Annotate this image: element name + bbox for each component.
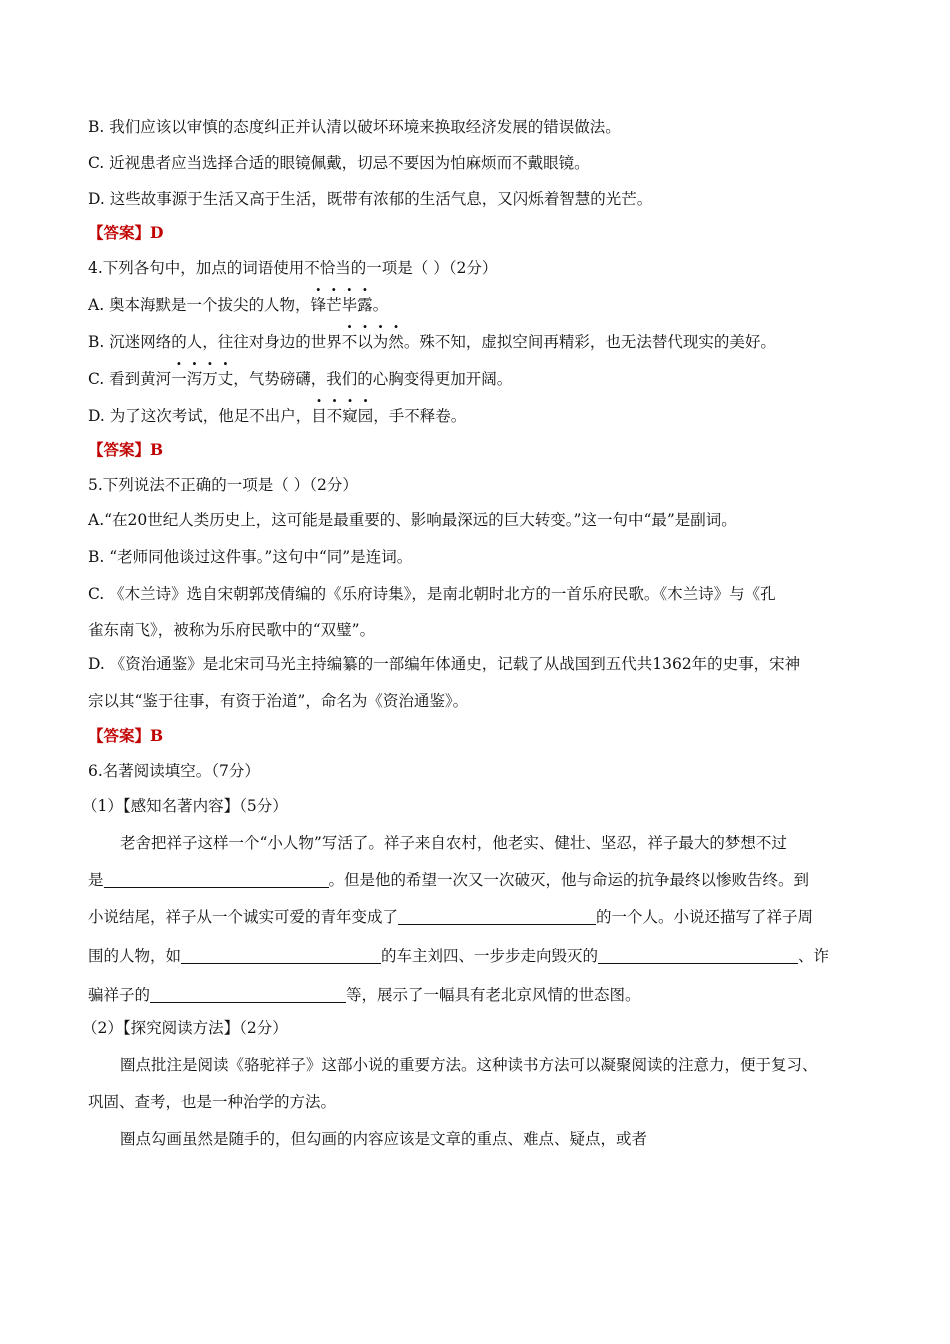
q4-option-b bbox=[88, 330, 890, 354]
q5-option-c-line2: 雀东南飞》，被称为乐府民歌中的“双璧”。 bbox=[88, 621, 376, 639]
q6-p2-line2: 巩固、查考，也是一种治学的方法。 bbox=[88, 1093, 337, 1111]
q4-d-text-end: ，手不释卷。 bbox=[373, 407, 467, 425]
q5-stem: 5.下列说法不正确的一项是（ ）（2分） bbox=[88, 476, 358, 494]
dotted-char: 丈 bbox=[217, 370, 234, 388]
q6-p1-line5 bbox=[88, 983, 890, 1007]
q6-part1-title: （1）【感知名著内容】（5分） bbox=[82, 797, 288, 815]
q5-option-d-line2: 宗以其“鉴于往事，有资于治道”，命名为《资治通鉴》。 bbox=[88, 692, 469, 710]
q6-p2-line3: 圈点勾画虽然是随手的，但勾画的内容应该是文章的重点、难点、疑点，或者 bbox=[120, 1130, 648, 1148]
q6-p1-l4-mid: 的车主刘四、一步步走向毁灭的 bbox=[381, 947, 599, 965]
q6-p1-l3-post: 的一个人。小说还描写了祥子周 bbox=[596, 908, 814, 926]
q5-option-a: A.“在20世纪人类历史上，这可能是最重要的、影响最深远的巨大转变。”这一句中“最”是副词。 bbox=[88, 511, 737, 529]
answer-blank-4[interactable] bbox=[598, 946, 798, 964]
dotted-char: 然 bbox=[388, 333, 404, 351]
q5-option-b: B. “老师同他谈过这件事。”这句中“同”是连词。 bbox=[88, 548, 413, 566]
q6-p1-l3-pre: 小说结尾，祥子从一个诚实可爱的青年变成了 bbox=[88, 908, 399, 926]
answer-blank-1[interactable] bbox=[104, 870, 329, 888]
dotted-char: 园 bbox=[357, 407, 374, 425]
q3-option-b: B. 我们应该以审慎的态度纠正并认清以破坏环境来换取经济发展的错误做法。 bbox=[88, 118, 621, 136]
dotted-char: 一 bbox=[171, 370, 187, 388]
q6-p1-l4-pre: 围的人物，如 bbox=[88, 947, 182, 965]
q3-option-c: C. 近视患者应当选择合适的眼镜佩戴，切忌不要因为怕麻烦而不戴眼镜。 bbox=[88, 154, 590, 172]
q6-p2-line1: 圈点批注是阅读《骆驼祥子》这部小说的重要方法。这种读书方法可以凝聚阅读的注意力，便于复习、 bbox=[120, 1056, 818, 1074]
answer-blank-2[interactable] bbox=[398, 907, 596, 925]
answer-blank-3[interactable] bbox=[181, 946, 381, 964]
dotted-char: 芒 bbox=[326, 296, 342, 314]
q6-p1-l4-post: 、诈 bbox=[798, 947, 830, 965]
q4-option-a bbox=[88, 293, 890, 317]
dotted-char: 锋 bbox=[310, 296, 327, 314]
q4-a-text: A. 奥本海默是一个拔尖的人物， bbox=[88, 296, 311, 314]
dotted-char: 泻 bbox=[186, 370, 203, 388]
q6-stem: 6.名著阅读填空。（7分） bbox=[88, 762, 260, 780]
dotted-char: 不 bbox=[326, 407, 343, 425]
q4-c-text: C. 看到黄河 bbox=[88, 370, 172, 388]
q4-d-text: D. 为了这次考试，他足不出户， bbox=[88, 407, 312, 425]
q6-p1-line3 bbox=[88, 905, 890, 929]
q6-p1-line1: 老舍把祥子这样一个“小人物”写活了。祥子来自农村，他老实、健壮、坚忍，祥子最大的梦想不过 bbox=[120, 834, 787, 852]
q4-b-text: B. 沉迷网络的人，往往对身边的世界 bbox=[88, 333, 342, 351]
q6-p1-l5-post: 等，展示了一幅具有老北京风情的世态图。 bbox=[346, 986, 641, 1004]
dotted-char: 毕 bbox=[341, 296, 358, 314]
q6-p1-l2-pre: 是 bbox=[88, 871, 104, 889]
q4-a-text-end: 。 bbox=[372, 296, 389, 314]
dotted-char: 露 bbox=[357, 296, 373, 314]
dotted-char: 万 bbox=[202, 370, 218, 388]
q4-answer: 【答案】B bbox=[88, 440, 164, 459]
dotted-char: 为 bbox=[372, 333, 389, 351]
q4-option-c bbox=[88, 367, 890, 391]
q6-p1-l2-post: 。但是他的希望一次又一次破灭，他与命运的抗争最终以惨败告终。到 bbox=[328, 871, 810, 889]
q5-answer: 【答案】B bbox=[88, 726, 164, 745]
q3-answer: 【答案】D bbox=[88, 223, 164, 242]
q4-c-text-end: ，气势磅礴，我们的心胸变得更加开阔。 bbox=[233, 370, 513, 388]
answer-blank-5[interactable] bbox=[150, 985, 346, 1003]
q5-option-d-line1: D. 《资治通鉴》是北宋司马光主持编纂的一部编年体通史，记载了从战国到五代共1362年的史事，宋神 bbox=[88, 655, 801, 673]
q6-p1-line2 bbox=[88, 868, 890, 892]
dotted-char: 目 bbox=[311, 407, 327, 425]
q3-option-d: D. 这些故事源于生活又高于生活，既带有浓郁的生活气息，又闪烁着智慧的光芒。 bbox=[88, 190, 653, 208]
q6-p1-l5-pre: 骗祥子的 bbox=[88, 986, 151, 1004]
q6-part2-title: （2）【探究阅读方法】（2分） bbox=[82, 1019, 288, 1037]
q4-option-d bbox=[88, 404, 890, 428]
dotted-char: 以 bbox=[357, 333, 373, 351]
q4-b-text-end: 。殊不知，虚拟空间再精彩，也无法替代现实的美好。 bbox=[403, 333, 776, 351]
q4-stem: 4.下列各句中，加点的词语使用不恰当的一项是（ ）（2分） bbox=[88, 259, 498, 277]
dotted-char: 不 bbox=[341, 333, 358, 351]
q5-option-c-line1: C. 《木兰诗》选自宋朝郭茂倩编的《乐府诗集》，是南北朝时北方的一首乐府民歌。《木兰诗》与《孔 bbox=[88, 585, 776, 603]
dotted-char: 窥 bbox=[342, 407, 358, 425]
q6-p1-line4 bbox=[88, 944, 890, 968]
